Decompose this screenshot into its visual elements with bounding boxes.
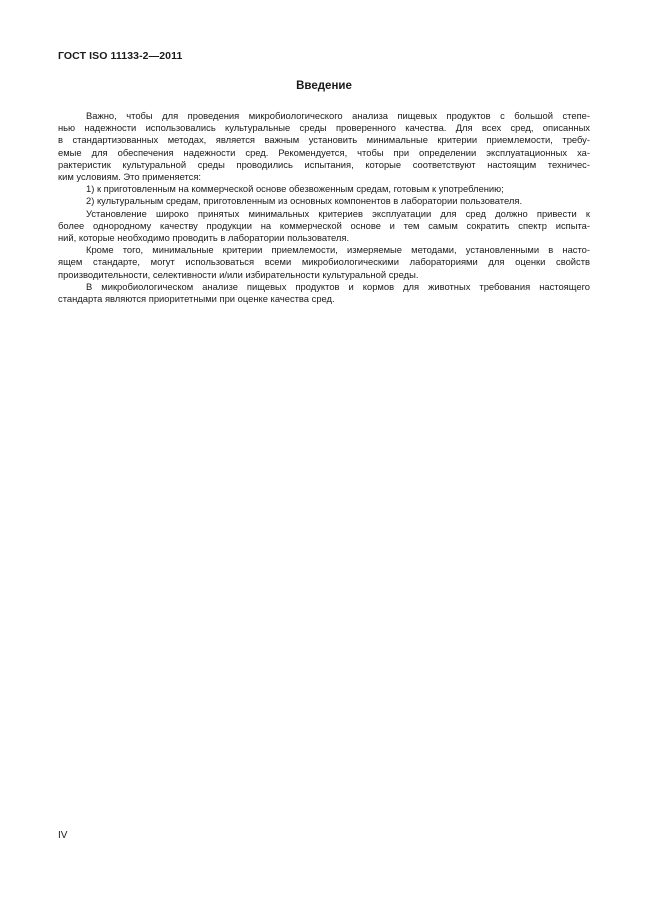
- paragraph: [58, 281, 590, 305]
- text-line: Кроме того, минимальные критерии приемлемости, измеряемые методами, установленными в насто-: [86, 244, 590, 256]
- text-line: более однородному качеству продукции на коммерческой основе и тем самым сократить спектр испыта-: [58, 219, 590, 231]
- list-item: [58, 195, 590, 207]
- text-line: стандарта являются приоритетными при оценке качества сред.: [58, 293, 335, 305]
- text-line: ний, которые необходимо проводить в лаборатории пользователя.: [58, 232, 350, 244]
- section-title: Введение: [296, 80, 352, 92]
- text-line: ящем стандарте, могут использоваться всеми микробиологическими лабораториями для оценки свойств: [58, 256, 590, 268]
- text-line: ким условиям. Это применяется:: [58, 171, 202, 183]
- paragraph: [58, 110, 590, 183]
- text-line: в стандартизованных методах, является важным установить минимальные критерии приемлемости, требу-: [58, 134, 590, 146]
- document-code-header: ГОСТ ISO 11133-2—2011: [58, 50, 183, 62]
- text-line: Важно, чтобы для проведения микробиологического анализа пищевых продуктов с большой степе-: [86, 110, 590, 121]
- text-line: рактеристик культуральной среды проводились испытания, которые соответствуют настоящим техничес-: [58, 158, 590, 170]
- text-line: В микробиологическом анализе пищевых продуктов и кормов для животных требования настоящего: [86, 280, 590, 292]
- text-line: 1) к приготовленным на коммерческой основе обезвоженным средам, готовым к употреблению;: [86, 183, 504, 195]
- paragraph: [58, 208, 590, 245]
- text-line: производительности, селективности и/или избирательности культуральной среды.: [58, 268, 419, 280]
- list-item: [58, 183, 590, 195]
- introduction-body: [58, 110, 590, 305]
- text-line: нью надежности использовались культуральные среды проверенного качества. Для всех сред, описанных: [58, 122, 590, 134]
- text-line: Установление широко принятых минимальных критериев эксплуатации для сред должно привести к: [86, 207, 590, 219]
- text-line: 2) культуральным средам, приготовленным из основных компонентов в лаборатории пользователя.: [86, 195, 523, 207]
- paragraph: [58, 244, 590, 281]
- page-number: IV: [58, 830, 68, 841]
- text-line: емые для обеспечения надежности сред. Рекомендуется, чтобы при определении эксплуатационных ха-: [58, 146, 590, 158]
